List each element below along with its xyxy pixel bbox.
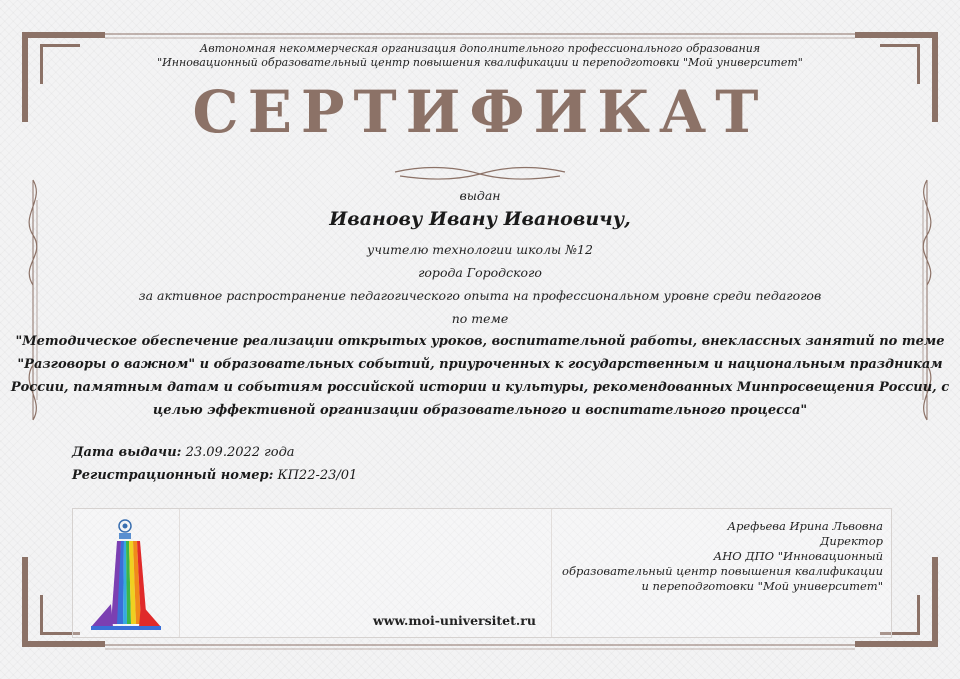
signatory-block	[562, 519, 883, 594]
topic-line-1: "Методическое обеспечение реализации открытых уроков, воспитательной работы, внеклассных занятий по теме	[15, 334, 945, 349]
award-reason: за активное распространение педагогического опыта на профессиональном уровне среди педагогов	[138, 288, 822, 303]
issue-date-value: 23.09.2022 года	[185, 445, 295, 460]
recipient-position: учителю технологии школы №12	[367, 242, 593, 257]
issue-date-label: Дата выдачи:	[72, 445, 182, 460]
recipient-city: города Городского	[418, 265, 542, 280]
university-logo-icon	[73, 509, 179, 637]
recipient-name: Иванову Ивану Ивановичу,	[329, 208, 631, 230]
university-logo-cell	[73, 509, 180, 637]
signatory-name: Арефьева Ирина Львовна	[727, 519, 883, 533]
signatory-org-line-1: АНО ДПО "Инновационный	[713, 549, 883, 563]
issued-label: выдан	[459, 188, 501, 203]
org-header-line-2: "Инновационный образовательный центр повышения квалификации и переподготовки "Мой университет"	[157, 56, 803, 69]
topic-line-4: целью эффективной организации образовательного и воспитательного процесса"	[152, 403, 808, 418]
footer-panel	[72, 508, 892, 638]
registration-number-value: КП22-23/01	[277, 468, 358, 483]
registration-number	[72, 468, 357, 483]
website-link[interactable]: www.moi-universitet.ru	[373, 613, 536, 628]
registration-number-label: Регистрационный номер:	[72, 468, 274, 483]
topic-line-2: "Разговоры о важном" и образовательных событий, приуроченных к государственным и национальным праздникам	[17, 357, 943, 372]
topic-label: по теме	[451, 311, 509, 326]
certificate-title: СЕРТИФИКАТ	[192, 78, 768, 146]
signatory-org-line-2: образовательный центр повышения квалификации	[562, 564, 883, 578]
signatory-title: Директор	[820, 534, 883, 548]
topic-line-3: России, памятным датам и событиям российской истории и культуры, рекомендованных Минпросвещения России, с	[10, 380, 950, 395]
issue-date	[72, 445, 295, 460]
org-header-line-1: Автономная некоммерческая организация дополнительного профессионального образования	[199, 42, 761, 55]
signatory-org-line-3: и переподготовки "Мой университет"	[641, 579, 883, 593]
